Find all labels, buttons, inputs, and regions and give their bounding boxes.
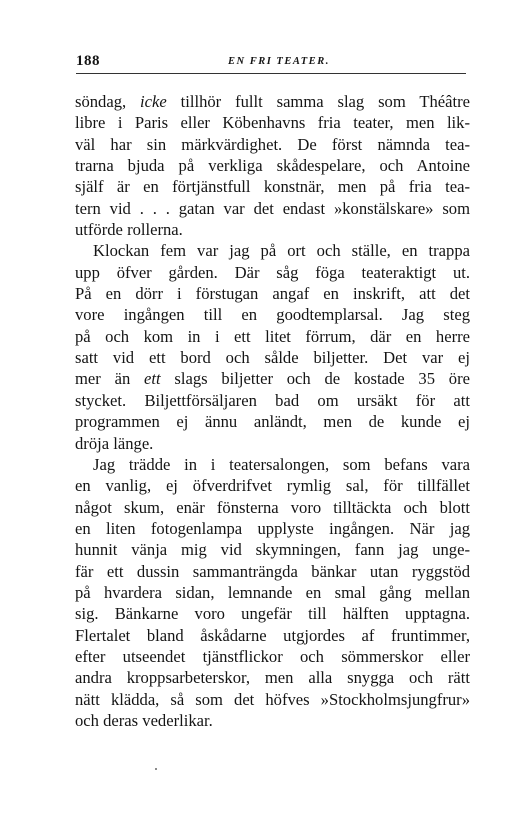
text-line: Jag trädde in i teatersalongen, som befans vara xyxy=(93,454,470,474)
text-line: efter utseendet tjänstflickor och sömmerskor eller xyxy=(75,646,470,666)
emphasis: ett xyxy=(144,369,161,389)
text-line: utförde rollerna. xyxy=(75,220,183,240)
text-line: själf är en förtjänstfull konstnär, men på fria tea- xyxy=(75,177,470,197)
text-line: en liten fotogenlampa upplyste ingången. När jag xyxy=(75,518,470,538)
text-line: vore ingången till en goodtemplarsal. Jag steg xyxy=(75,305,470,325)
text-line: något skum, enär fönsterna voro tilltäckta och blott xyxy=(75,497,470,517)
text-line: på och kom in i ett litet förrum, där en herre xyxy=(75,326,470,346)
text-line: Flertalet bland åskådarne utgjordes af fruntimmer, xyxy=(75,625,470,645)
text-line: på hvardera sidan, lemnande en smal gång mellan xyxy=(75,582,470,602)
text-line: upp öfver gården. Där såg föga teateraktigt ut. xyxy=(75,262,470,282)
text-line: och deras vederlikar. xyxy=(75,710,213,730)
text-line: väl har sin märkvärdighet. De först nämnda tea- xyxy=(75,134,470,154)
text-line: stycket. Biljettförsäljaren bad om ursäkt för att xyxy=(75,390,470,410)
text-line: programmen ej ännu anländt, men de kunde ej xyxy=(75,412,470,432)
text-line: andra kroppsarbeterskor, men alla snygga och rätt xyxy=(75,668,470,688)
text-line: en vanlig, ej öfverdrifvet rymlig sal, för tillfället xyxy=(75,476,470,496)
page-header xyxy=(76,53,466,77)
text-line: På en dörr i förstugan angaf en inskrift, att det xyxy=(75,284,470,304)
text-line: trarna bjuda på verkliga skådespelare, och Antoine xyxy=(75,156,470,176)
paper-speck xyxy=(155,768,157,770)
text-line: libre i Paris eller Köbenhavns fria teater, men lik- xyxy=(75,113,470,133)
emphasis: icke xyxy=(140,92,167,111)
page-number: 188 xyxy=(76,53,100,69)
body-text xyxy=(75,91,470,731)
text-line: satt vid ett bord och sålde biljetter. Det var ej xyxy=(75,348,470,368)
text-line: hunnit vänja mig vid skymningen, fann jag unge- xyxy=(75,540,470,560)
text-line: nätt klädda, så som det höfves »Stockholmsjungfrur» xyxy=(75,689,470,709)
text-line: Klockan fem var jag på ort och ställe, en trappa xyxy=(93,241,470,261)
text-line: dröja länge. xyxy=(75,433,154,453)
running-title: EN FRI TEATER. xyxy=(228,56,330,67)
text-line: tern vid . . . gatan var det endast »konstälskare» som xyxy=(75,198,470,218)
text-line: söndag, icke tillhör fullt samma slag som Théâtre xyxy=(75,92,470,111)
header-rule xyxy=(76,73,466,74)
text-line: fär ett dussin sammanträngda bänkar utan ryggstöd xyxy=(75,561,470,581)
text-line: mer än ett slags biljetter och de kostade 35 öre xyxy=(75,369,470,389)
text-line: sig. Bänkarne voro ungefär till hälften upptagna. xyxy=(75,604,470,624)
